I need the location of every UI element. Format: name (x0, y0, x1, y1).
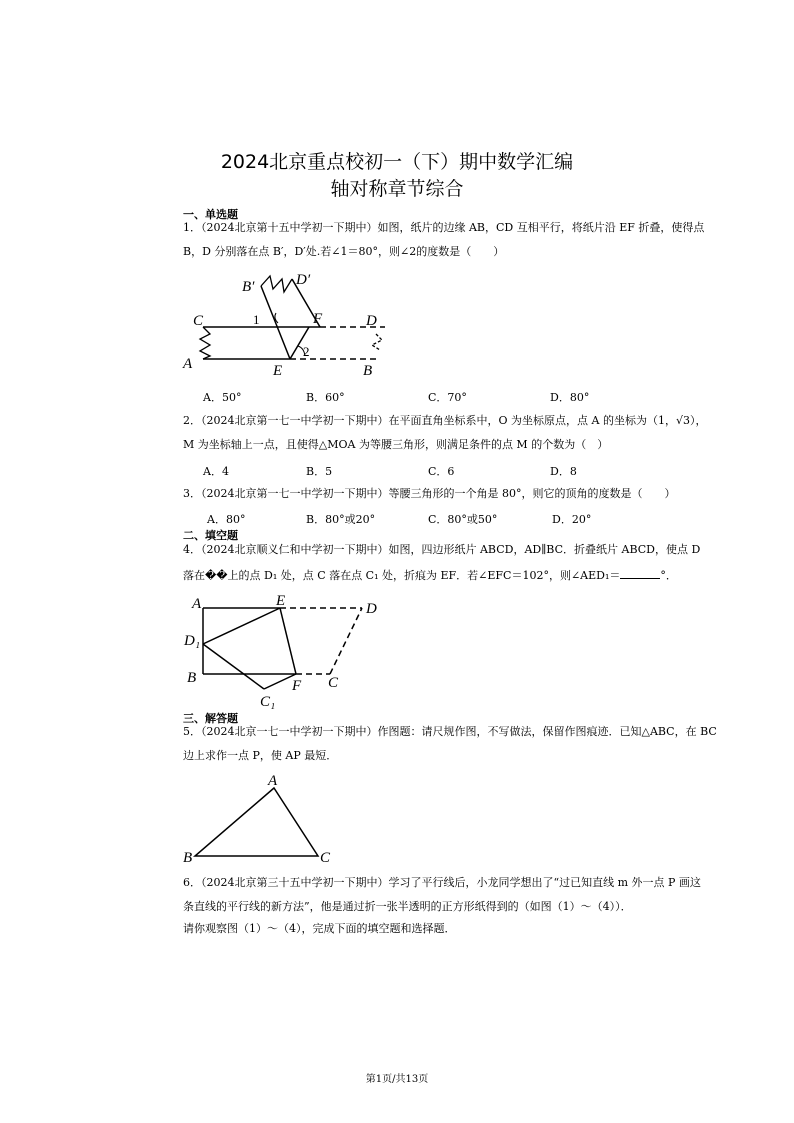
right-zigzag (372, 334, 382, 350)
question-5-figure (180, 772, 340, 867)
q3-option-c[interactable]: C．80°或50° (428, 513, 498, 526)
label-angle-1: 1 (253, 312, 260, 327)
q1-option-a[interactable]: A．50° (203, 391, 242, 404)
label-angle-2: 2 (303, 344, 310, 359)
label-d: D (366, 313, 377, 329)
label-c1: C₁ (260, 694, 276, 710)
question-1-line-1: 1．（2024北京第十五中学初一下期中）如图，纸片的边缘 AB，CD 互相平行，将纸片沿 EF 折叠，使得点 (183, 221, 705, 234)
section-heading-fill-blank: 二、填空题 (183, 529, 238, 542)
triangle-abc (195, 788, 318, 856)
label-c: C (320, 850, 331, 866)
question-4-line-2-text: 落在��上的点 D₁ 处，点 C 落在点 C₁ 处，折痕为 EF．若∠EFC＝102°，则∠AED₁＝ (183, 569, 621, 582)
q2-option-b[interactable]: B．5 (306, 465, 333, 478)
question-6-line-3: 请你观察图（1）～（4），完成下面的填空题和选择题． (183, 922, 456, 935)
question-5-line-2: 边上求作一点 P，使 AP 最短． (183, 749, 338, 762)
question-4-line-2-tail: °． (660, 569, 677, 582)
label-c: C (193, 313, 204, 329)
left-zigzag (200, 327, 210, 359)
question-1-line-2: B，D 分别落在点 B′，D′处.若∠1＝80°，则∠2的度数是（ ） (183, 245, 505, 258)
question-2-line-1: 2．（2024北京第一七一中学初一下期中）在平面直角坐标系中，O 为坐标原点，点 A 的坐标为（1，√3）， (183, 414, 707, 427)
section-heading-answer: 三、解答题 (183, 712, 238, 725)
question-3-line-1: 3．（2024北京第一七一中学初一下期中）等腰三角形的一个角是 80°，则它的顶角的度数是（ ） (183, 487, 676, 500)
label-d: D (366, 601, 377, 617)
q1-option-d[interactable]: D．80° (550, 391, 590, 404)
question-5-line-1: 5．（2024北京一七一中学初一下期中）作图题：请尺规作图，不写做法，保留作图痕迹．已知△ABC，在 BC (183, 725, 717, 738)
label-b-prime: B′ (242, 279, 255, 295)
label-f: F (313, 311, 323, 327)
answer-blank[interactable] (620, 568, 660, 579)
edge-b-prime (261, 286, 290, 359)
question-2-line-2: M 为坐标轴上一点，且使得△MOA 为等腰三角形，则满足条件的点 M 的个数为（ ） (183, 438, 609, 451)
q3-option-b[interactable]: B．80°或20° (306, 513, 376, 526)
q2-option-c[interactable]: C．6 (428, 465, 455, 478)
page-subtitle: 轴对称章节综合 (330, 178, 464, 200)
label-b: B (183, 850, 193, 866)
page-title: 2024北京重点校初一（下）期中数学汇编 (220, 151, 574, 173)
question-4-figure (180, 590, 390, 710)
label-b: B (187, 670, 197, 686)
label-b: B (363, 363, 373, 379)
q1-option-c[interactable]: C．70° (428, 391, 467, 404)
label-c: C (328, 675, 339, 691)
page-footer: 第1页/共13页 (365, 1074, 429, 1085)
question-6-line-2: 条直线的平行线的新方法”，他是通过折一张半透明的正方形纸得到的（如图（1）～（4））． (183, 900, 632, 913)
edge-cd-dashed (330, 608, 362, 674)
label-f: F (292, 678, 302, 694)
q3-option-a[interactable]: A．80° (207, 513, 246, 526)
question-4-line-1: 4．（2024北京顺义仁和中学初一下期中）如图，四边形纸片 ABCD，AD∥BC．折叠纸片 ABCD，使点 D (183, 543, 701, 556)
q3-option-d[interactable]: D．20° (552, 513, 592, 526)
question-6-line-1: 6．（2024北京第三十五中学初一下期中）学习了平行线后，小龙同学想出了“过已知直线 m 外一点 P 画这 (183, 876, 701, 889)
edge-ed1 (203, 608, 280, 644)
label-a: A (183, 356, 193, 372)
fold-line-ef (280, 608, 296, 674)
top-zigzag (261, 276, 292, 292)
question-4-line-2 (183, 568, 677, 583)
q2-option-a[interactable]: A．4 (203, 465, 229, 478)
label-a: A (192, 596, 202, 612)
label-e: E (273, 363, 283, 379)
q2-option-d[interactable]: D．8 (550, 465, 577, 478)
label-a: A (268, 773, 278, 789)
label-e: E (276, 593, 286, 609)
edge-d1c1 (203, 644, 264, 689)
section-heading-single-choice: 一、单选题 (183, 208, 238, 221)
label-d1: D₁ (184, 633, 201, 649)
question-1-figure (180, 268, 400, 380)
q1-option-b[interactable]: B．60° (306, 391, 345, 404)
label-d-prime: D′ (296, 272, 311, 288)
